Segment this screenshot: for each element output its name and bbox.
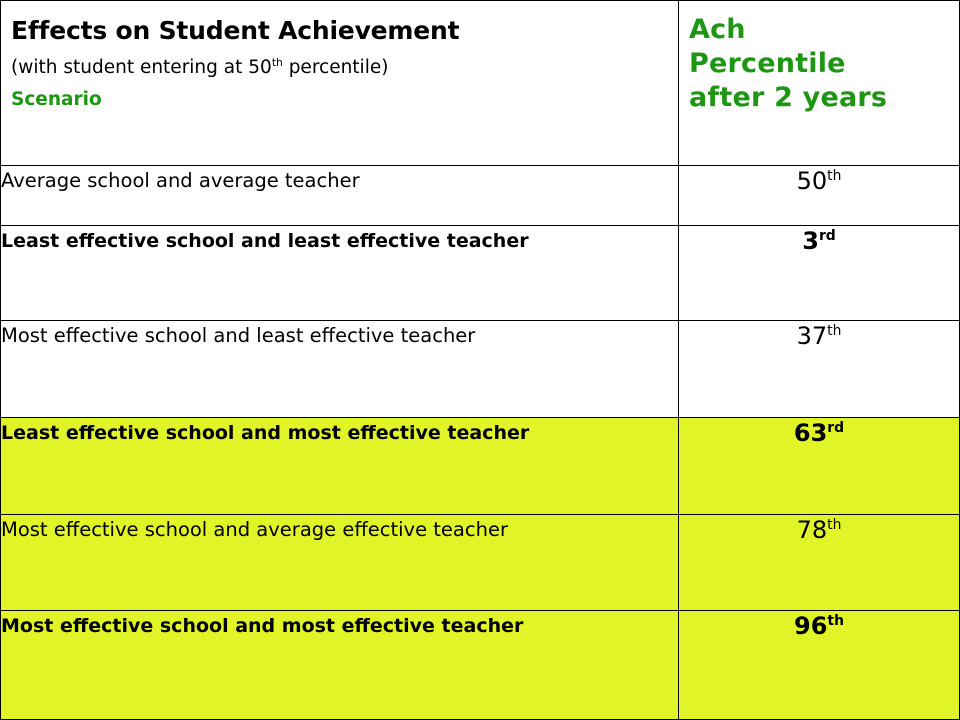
scenario-cell: Most effective school and average effective teacher	[1, 515, 679, 611]
table-header-row	[1, 1, 960, 166]
scenario-cell: Average school and average teacher	[1, 166, 679, 226]
percentile-suffix: th	[827, 323, 842, 339]
percentile-cell	[679, 515, 960, 611]
percentile-value: 3	[802, 227, 819, 255]
scenario-cell: Least effective school and most effective teacher	[1, 418, 679, 515]
scenario-cell: Least effective school and least effective teacher	[1, 226, 679, 321]
table-row	[1, 321, 960, 418]
header-scenario-cell	[1, 1, 679, 166]
ach-label-line-3: after 2 years	[689, 82, 888, 113]
scenario-column-label: Scenario	[11, 89, 102, 110]
ach-label-line-1: Ach	[689, 14, 746, 45]
table-row-highlighted	[1, 515, 960, 611]
percentile-suffix: rd	[818, 228, 836, 244]
percentile-value: 96	[794, 612, 828, 640]
table-subtitle	[11, 53, 670, 83]
subtitle-superscript: th	[271, 55, 283, 69]
table-row-highlighted	[1, 418, 960, 515]
percentile-cell	[679, 611, 960, 720]
percentile-value: 50	[796, 167, 828, 195]
percentile-cell	[679, 166, 960, 226]
percentile-value: 37	[796, 322, 828, 350]
table-row-highlighted	[1, 611, 960, 720]
percentile-column-label	[679, 1, 959, 115]
percentile-cell	[679, 418, 960, 515]
ach-label-line-2: Percentile	[689, 48, 846, 79]
subtitle-main: (with student entering at 50	[11, 57, 272, 78]
percentile-suffix: rd	[827, 420, 845, 436]
percentile-value: 78	[796, 516, 828, 544]
table-row	[1, 166, 960, 226]
percentile-cell	[679, 226, 960, 321]
percentile-suffix: th	[827, 613, 844, 629]
percentile-suffix: th	[827, 168, 842, 184]
percentile-suffix: th	[827, 517, 842, 533]
percentile-cell	[679, 321, 960, 418]
subtitle-end: percentile)	[282, 57, 389, 78]
table-title: Effects on Student Achievement	[11, 16, 460, 45]
percentile-value: 63	[793, 419, 828, 447]
header-percentile-cell	[679, 1, 960, 166]
scenario-cell: Most effective school and most effective teacher	[1, 611, 679, 720]
scenario-cell: Most effective school and least effective teacher	[1, 321, 679, 418]
table-row	[1, 226, 960, 321]
